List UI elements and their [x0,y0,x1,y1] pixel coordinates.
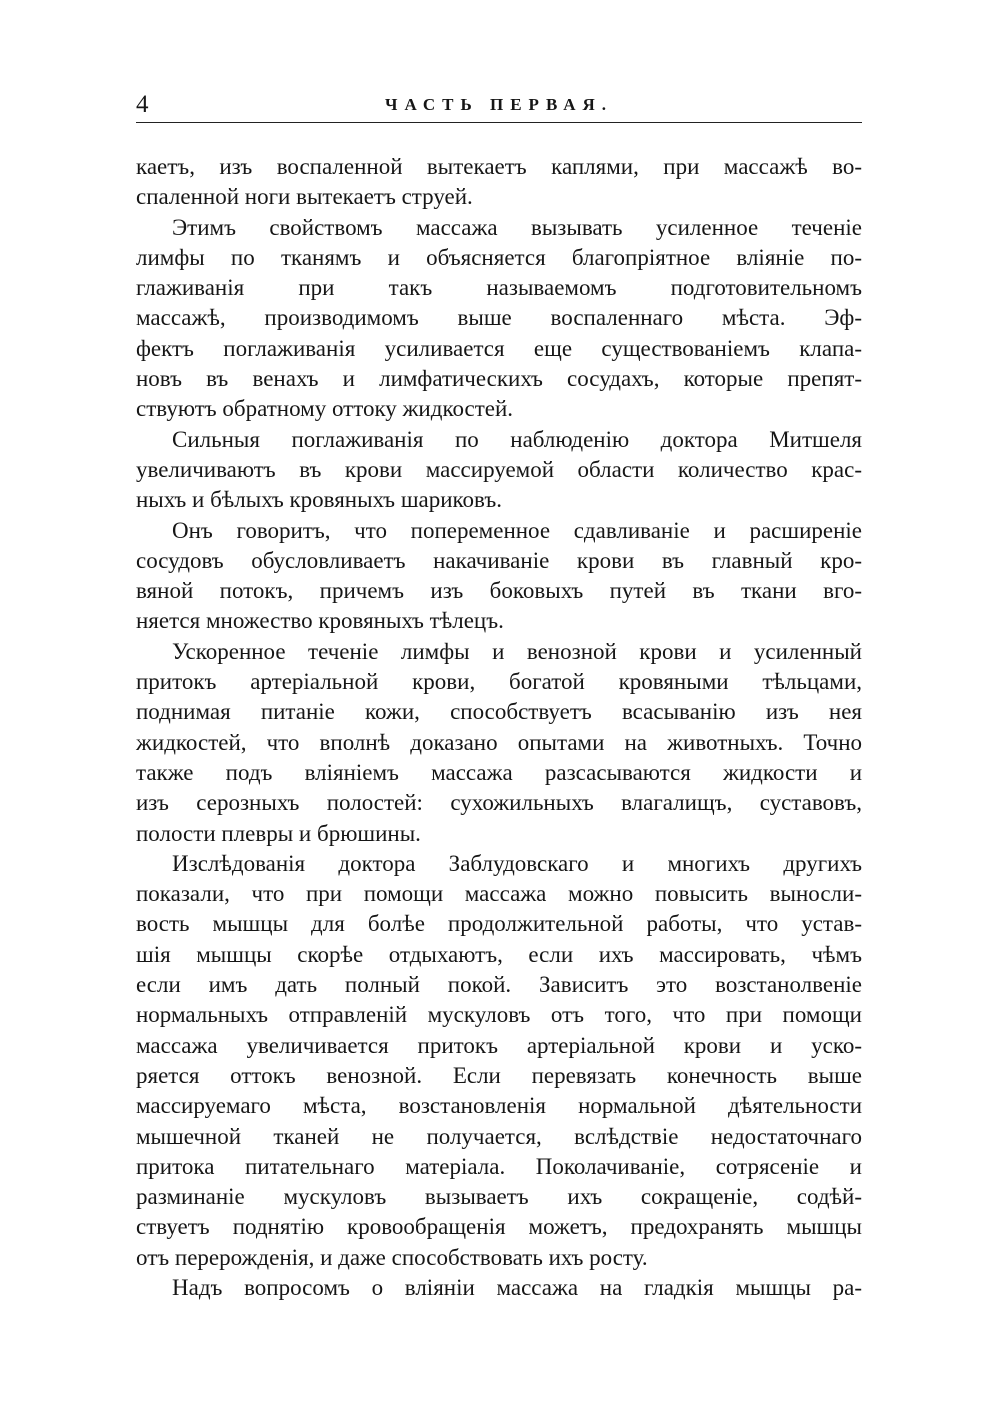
text-line: мышечной тканей не получается, вслѣдствіе недостаточнаго [136,1123,862,1149]
text-line: Изслѣдованія доктора Заблудовскаго и многихъ другихъ [172,850,862,876]
text-line: жидкостей, что вполнѣ доказано опытами на животныхъ. Точно [136,729,862,755]
text-line: показали, что при помощи массажа можно повысить выносли- [136,881,862,907]
text-line: массажѣ, производимомъ выше воспаленнаго мѣста. Эф- [136,305,862,331]
text-line: массажа увеличивается притокъ артеріальной крови и уско- [136,1032,862,1058]
page-number: 4 [136,91,149,118]
text-line: отъ перерожденія, и даже способствовать ихъ росту. [136,1244,648,1270]
text-line: ныхъ и бѣлыхъ кровяныхъ шариковъ. [136,487,502,513]
text-line: поднимая питаніе кожи, способствуетъ всасыванію изъ нея [136,699,862,725]
running-head [136,90,862,120]
running-title: ЧАСТЬ ПЕРВАЯ. [384,95,614,114]
text-line: Ускоренное теченіе лимфы и венозной крови и усиленный [172,638,862,664]
text-line: ствуютъ обратному оттоку жидкостей. [136,396,514,422]
text-line: глаживанія при такъ называемомъ подготовительномъ [136,275,862,301]
text-line: ствуетъ поднятію кровообращенія можетъ, предохранять мышцы [136,1214,862,1240]
text-line: няется множество кровяныхъ тѣлецъ. [136,608,504,634]
text-line: если имъ дать полный покой. Зависитъ это возстанолвеніе [136,972,862,998]
text-line: фектъ поглаживанія усиливается еще существованіемъ клапа- [136,335,862,361]
text-line: Этимъ свойствомъ массажа вызывать усиленное теченіе [172,214,862,240]
text-line: увеличиваютъ въ крови массируемой области количество крас- [136,456,862,482]
text-line: вяной потокъ, причемъ изъ боковыхъ путей въ ткани вго- [136,578,862,604]
text-line: Надъ вопросомъ о вліяніи массажа на гладкія мышцы ра- [172,1274,862,1300]
text-line: шія мышцы скорѣе отдыхаютъ, если ихъ массировать, чѣмъ [136,941,862,967]
text-line: каетъ, изъ воспаленной вытекаетъ каплями, при массажѣ во- [136,154,862,179]
text-line: вость мышцы для болѣе продолжительной работы, что устав- [136,911,862,937]
text-line: массируемаго мѣста, возстановленія нормальной дѣятельности [136,1093,862,1119]
text-line: разминаніе мускуловъ вызываетъ ихъ сокращеніе, содѣй- [136,1184,862,1210]
text-line: также подъ вліяніемъ массажа разсасываются жидкости и [136,759,862,785]
text-line: спаленной ноги вытекаетъ струей. [136,184,473,210]
text-line: новъ въ венахъ и лимфатическихъ сосудахъ, которые препят- [136,366,862,392]
text-line: лимфы по тканямъ и объясняется благопріятное вліяніе по- [136,244,862,270]
text-line: притокъ артеріальной крови, богатой кровяными тѣльцами, [136,669,862,695]
text-line: Онъ говоритъ, что попеременное сдавливаніе и расширеніе [172,517,862,543]
text-line: нормальныхъ отправленій мускуловъ отъ того, что при помощи [136,1002,862,1028]
text-line: изъ серозныхъ полостей: сухожильныхъ влагалищъ, суставовъ, [136,790,862,816]
body-text [136,152,862,1303]
text-line: притока питательнаго матеріала. Поколачиваніе, сотрясеніе и [136,1153,862,1179]
text-line: полости плевры и брюшины. [136,820,421,846]
text-line: Сильныя поглаживанія по наблюденію доктора Митшеля [172,426,862,452]
header-rule [136,122,862,123]
text-line: сосудовъ обусловливаетъ накачиваніе крови въ главный кро- [136,547,862,573]
text-line: ряется оттокъ венозной. Если перевязать конечность выше [136,1062,862,1088]
